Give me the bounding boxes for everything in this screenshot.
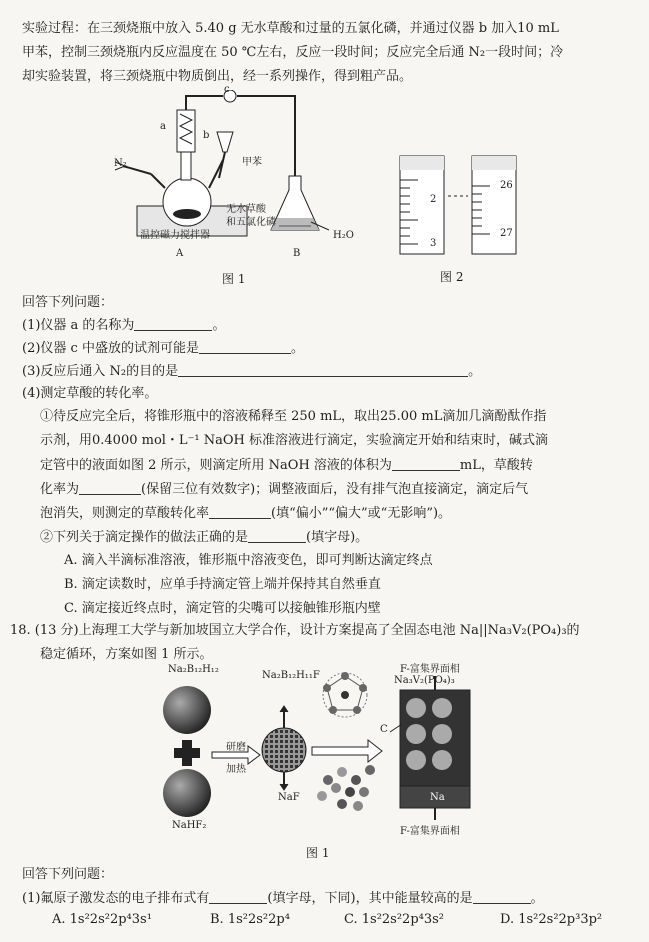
q18-option-b: B. 1s²2s²2p⁴ bbox=[210, 912, 290, 927]
q17-sub1-line-1: ①待反应完全后，将锥形瓶中的溶液稀释至 250 mL，取出25.00 mL滴加几滴酚酞作指 bbox=[40, 409, 547, 424]
q17-sub2-tail: (填字母)。 bbox=[306, 530, 369, 545]
q17-sub1-line-3b: mL，草酸转 bbox=[459, 458, 533, 473]
reagent-mass bbox=[173, 209, 201, 219]
label-a: a bbox=[160, 121, 166, 132]
q18-part-1-tail: (填字母，下同)，其中能量较高的是 bbox=[267, 891, 473, 906]
label-reagents-1: 无水草酸 bbox=[226, 204, 266, 215]
answer-blank[interactable] bbox=[209, 504, 271, 519]
q18-prompt: 回答下列问题： bbox=[22, 867, 114, 882]
q18-part-1: (1)氟原子激发态的电子排布式有 (填字母，下同)，其中能量较高的是 。 bbox=[22, 891, 544, 906]
q17-option-a: A. 滴入半滴标准溶液，锥形瓶中溶液变色，即可判断达滴定终点 bbox=[64, 553, 433, 568]
q17-prompt: 回答下列问题： bbox=[22, 295, 114, 310]
burette-readings-figure bbox=[392, 150, 532, 260]
tick-3: 3 bbox=[430, 238, 437, 249]
label-stirrer: 温控磁力搅拌器 bbox=[140, 230, 210, 241]
dropping-funnel-b bbox=[217, 132, 233, 152]
intro-line-1: 实验过程：在三颈烧瓶中放入 5.40 g 无水草酸和过量的五氯化磷，并通过仪器 b 加入10 mL bbox=[22, 21, 559, 36]
condenser-a bbox=[177, 110, 195, 152]
icosahedral-cluster bbox=[323, 672, 367, 717]
label-product: Na₂B₁₂H₁₁F bbox=[262, 670, 320, 681]
answer-blank[interactable] bbox=[199, 339, 291, 354]
label-carbon: C bbox=[380, 724, 388, 735]
q18-line-2: 稳定循环，方案如图 1 所示。 bbox=[40, 647, 213, 662]
answer-blank[interactable] bbox=[79, 480, 141, 495]
label-na2b12h12: Na₂B₁₂H₁₂ bbox=[168, 664, 219, 675]
label-f-interphase-top: F-富集界面相 bbox=[400, 664, 460, 675]
label-na: Na bbox=[430, 792, 445, 803]
label-h2o: H₂O bbox=[333, 230, 354, 241]
label-grind: 研磨 bbox=[226, 742, 246, 753]
burette-end bbox=[472, 156, 516, 254]
q17-part-3-text: (3)反应后通入 N₂的目的是 bbox=[22, 364, 179, 379]
label-nvp: Na₃V₂(PO₄)₃ bbox=[394, 675, 455, 686]
q17-part-3: (3)反应后通入 N₂的目的是 。 bbox=[22, 364, 482, 379]
label-b: b bbox=[203, 130, 210, 141]
particle-cluster bbox=[317, 765, 375, 811]
apparatus-figure bbox=[105, 90, 380, 270]
label-f-interphase-bottom: F-富集界面相 bbox=[400, 826, 460, 837]
q17-sub2 bbox=[40, 528, 368, 547]
grinding-product-sphere bbox=[262, 728, 306, 772]
q17-option-c: C. 滴定接近终点时，滴定管的尖嘴可以接触锥形瓶内壁 bbox=[64, 601, 381, 616]
q18-option-c: C. 1s²2s²2p⁴3s² bbox=[344, 912, 445, 927]
q17-sub1-line-2: 示剂，用0.4000 mol・L⁻¹ NaOH 标准溶液进行滴定，实验滴定开始和结束时，碱式滴 bbox=[40, 433, 549, 448]
nahf2-sphere bbox=[163, 769, 211, 817]
intro-line-3: 却实验装置，将三颈烧瓶中物质倒出，经一系列操作，得到粗产品。 bbox=[22, 69, 413, 84]
q18-part-1-text: (1)氟原子激发态的电子排布式有 bbox=[22, 891, 210, 906]
label-heat: 加热 bbox=[226, 764, 246, 775]
flask-center-neck bbox=[181, 148, 191, 180]
answer-blank[interactable] bbox=[134, 316, 212, 331]
q17-sub2-text: ②下列关于滴定操作的做法正确的是 bbox=[40, 530, 249, 545]
q18-line-1: 18. (13 分)上海理工大学与新加坡国立大学合作，设计方案提高了全固态电池 Na||Na₃V₂(PO₄)₃的 bbox=[10, 623, 580, 638]
q17-part-1-text: (1)仪器 a 的名称为 bbox=[22, 318, 135, 333]
figure-2-caption: 图 2 bbox=[440, 270, 464, 284]
reaction-arrow-2 bbox=[312, 740, 382, 762]
label-naf: NaF bbox=[278, 792, 300, 803]
q17-part-1: (1)仪器 a 的名称为 。 bbox=[22, 318, 226, 333]
q18-option-a: A. 1s²2s²2p⁴3s¹ bbox=[52, 912, 152, 927]
answer-blank[interactable] bbox=[248, 528, 306, 543]
q17-sub1-line-3a: 定管中的液面如图 2 所示，则滴定所用 NaOH 溶液的体积为 bbox=[40, 458, 392, 473]
q17-part-2-text: (2)仪器 c 中盛放的试剂可能是 bbox=[22, 341, 199, 356]
q17-sub1-line-3 bbox=[40, 456, 533, 475]
tick-27: 27 bbox=[500, 228, 513, 239]
q17-sub1-line-4b: (保留三位有效数字)；调整液面后，没有排气泡直接滴定，滴定后气 bbox=[141, 482, 529, 497]
label-reagents-2: 和五氯化磷 bbox=[226, 217, 276, 228]
label-toluene: 甲苯 bbox=[242, 157, 262, 168]
q18-option-d: D. 1s²2s²2p³3p² bbox=[500, 912, 603, 927]
label-A: A bbox=[176, 248, 184, 259]
label-nahf2: NaHF₂ bbox=[172, 820, 207, 831]
tick-26: 26 bbox=[500, 180, 513, 191]
q17-sub1-line-4a: 化率为 bbox=[40, 482, 80, 497]
q17-option-b: B. 滴定读数时，应单手持滴定管上端并保持其自然垂直 bbox=[64, 577, 381, 592]
q17-sub1-line-5 bbox=[40, 504, 451, 523]
label-n2: N₂ bbox=[114, 158, 127, 169]
q17-sub1-line-4 bbox=[40, 480, 528, 499]
q17-sub1-line-5b: (填“偏小”“偏大”或“无影响”)。 bbox=[271, 506, 452, 521]
nab12h12-sphere bbox=[163, 686, 211, 734]
label-B: B bbox=[293, 248, 301, 259]
tick-2: 2 bbox=[430, 194, 437, 205]
figure-1-caption: 图 1 bbox=[222, 272, 246, 286]
q17-part-4: (4)测定草酸的转化率。 bbox=[22, 386, 158, 401]
answer-blank[interactable] bbox=[209, 889, 267, 904]
burette-start bbox=[400, 156, 444, 254]
answer-blank[interactable] bbox=[392, 456, 460, 471]
intro-line-2: 甲苯，控制三颈烧瓶内反应温度在 50 ℃左右，反应一段时间；反应完全后通 N₂一段时间；冷 bbox=[22, 45, 564, 60]
answer-blank[interactable] bbox=[473, 889, 531, 904]
answer-blank[interactable] bbox=[178, 362, 468, 377]
label-c: c bbox=[224, 84, 230, 95]
q17-part-2: (2)仪器 c 中盛放的试剂可能是 。 bbox=[22, 341, 304, 356]
q18-figure-caption: 图 1 bbox=[306, 846, 330, 860]
q17-sub1-line-5a: 泡消失，则测定的草酸转化率 bbox=[40, 506, 210, 521]
